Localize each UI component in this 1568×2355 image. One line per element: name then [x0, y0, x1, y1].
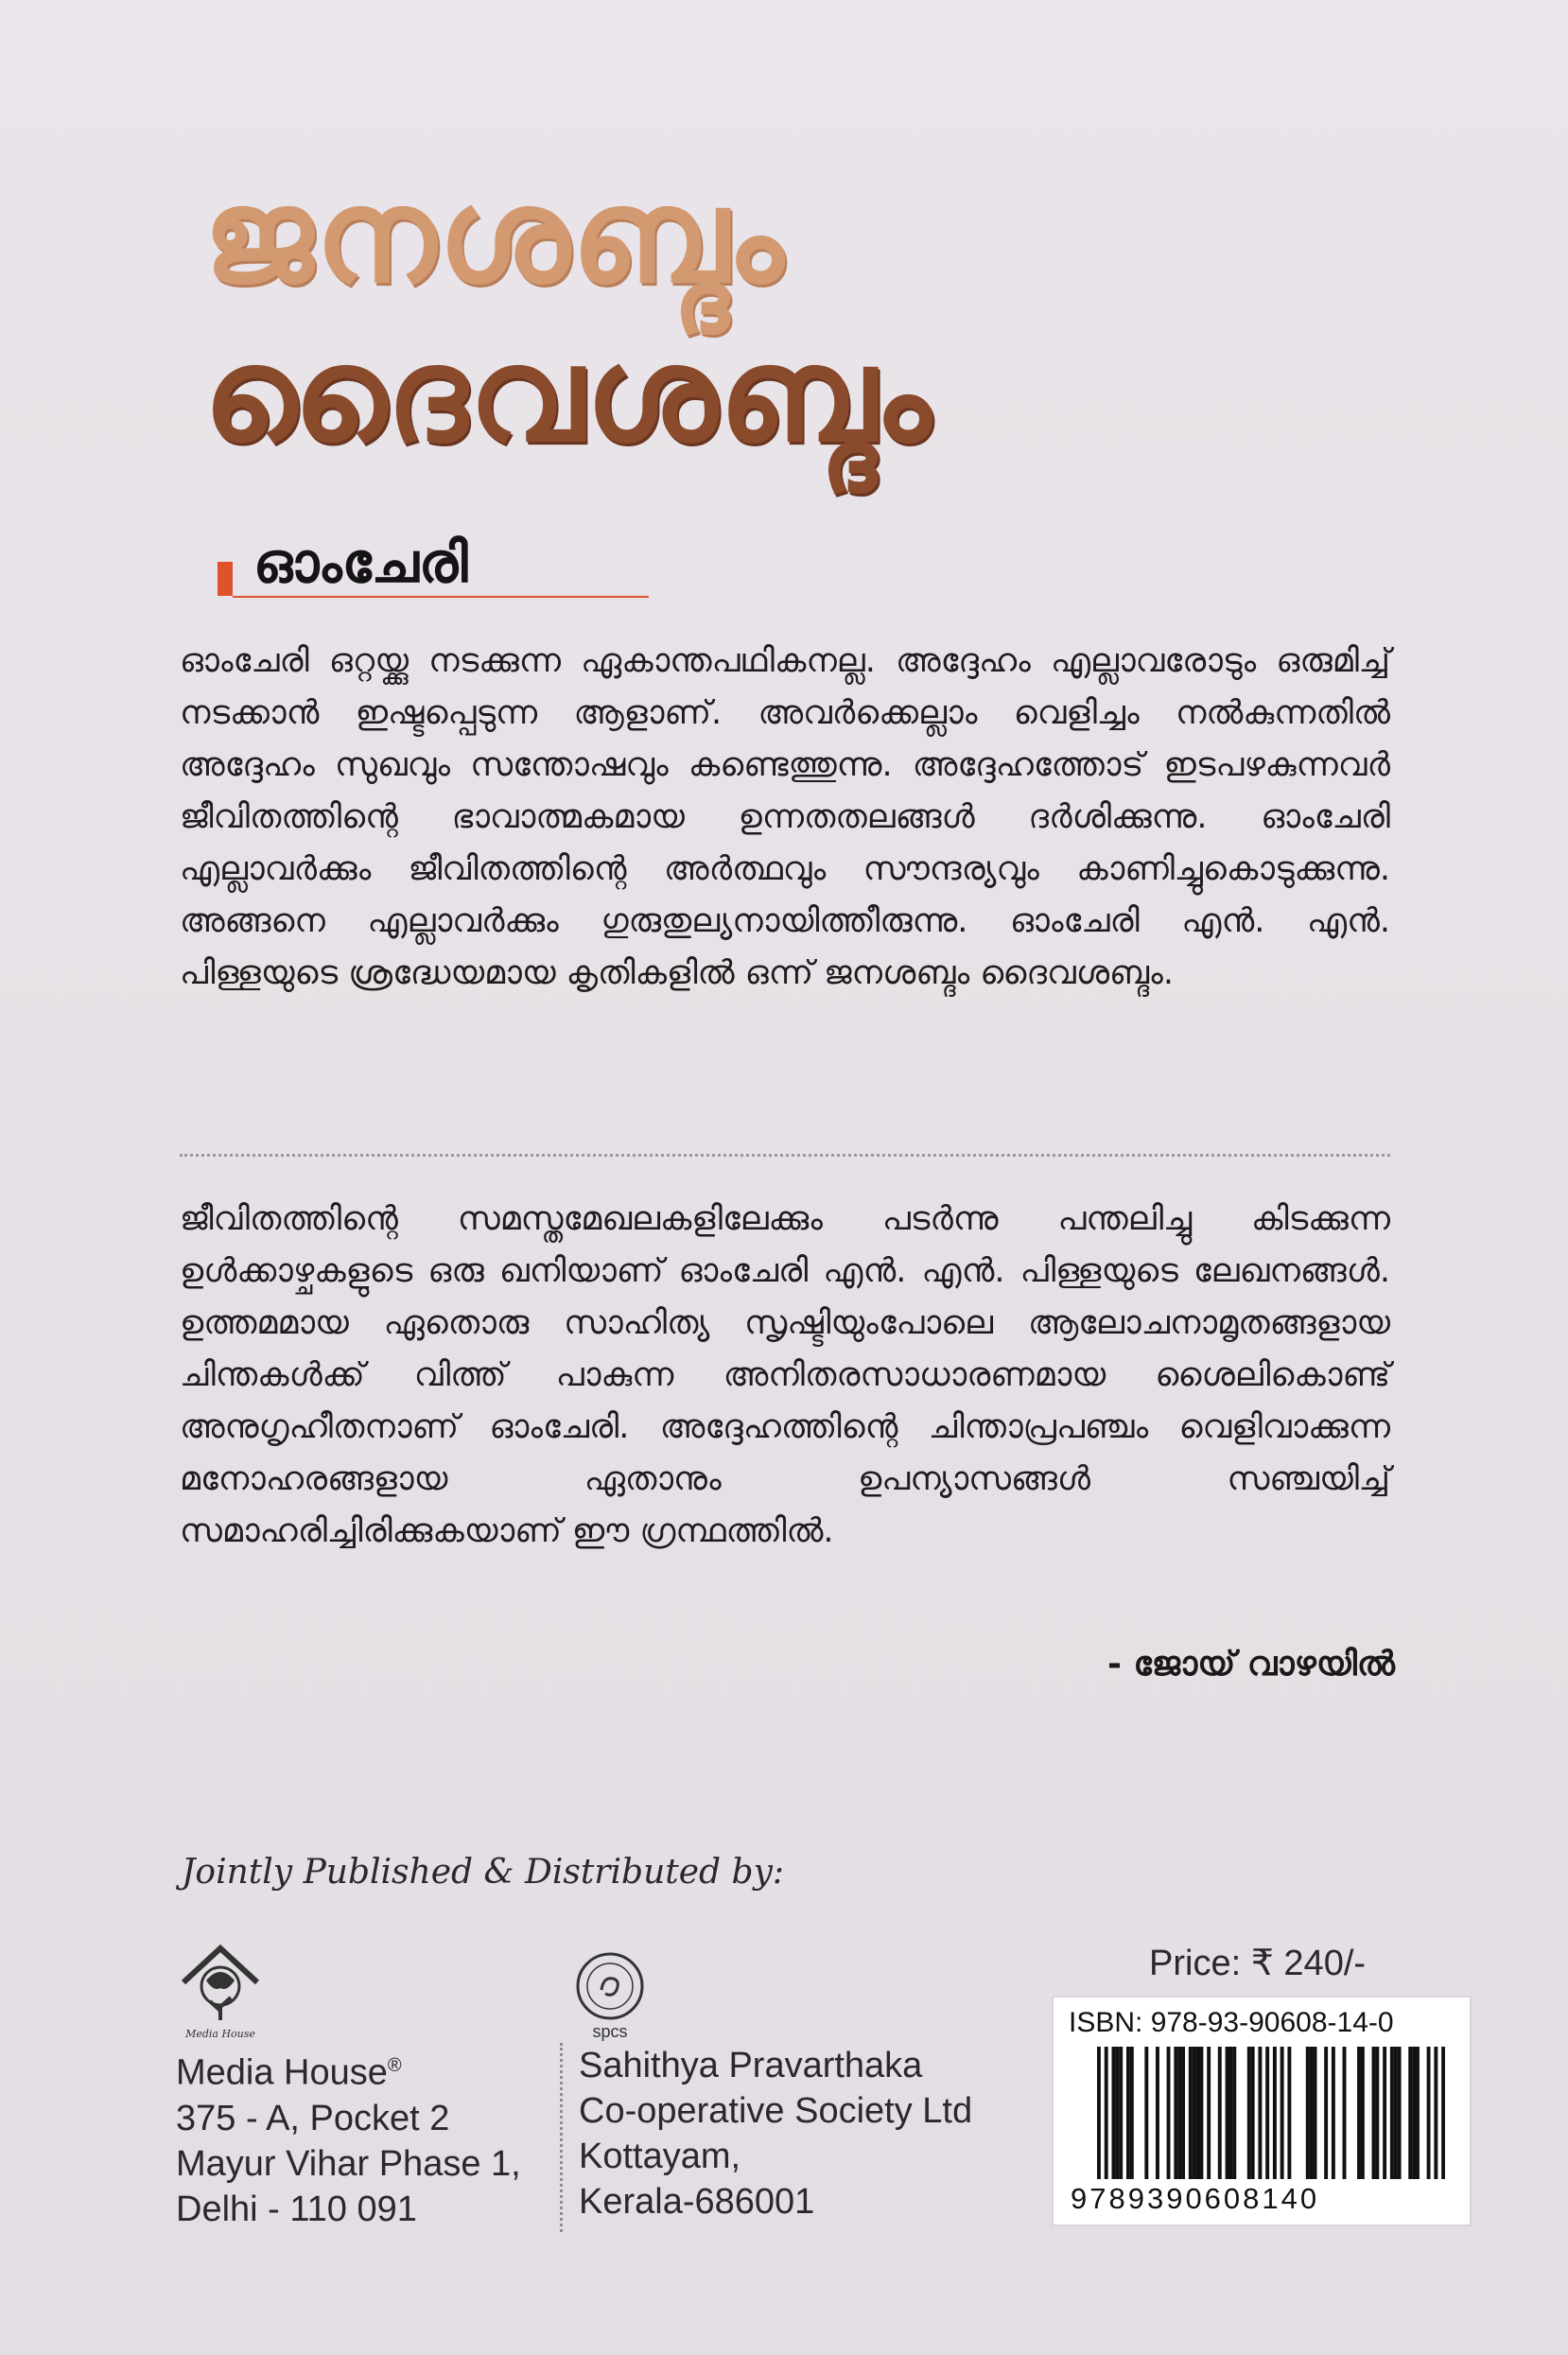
author-marker — [218, 562, 233, 596]
barcode-bar-26 — [1273, 2047, 1277, 2179]
author-heading — [218, 530, 671, 605]
barcode-bar-7 — [1144, 2047, 1148, 2179]
barcode-bar-12 — [1181, 2047, 1185, 2179]
house-tree-logo-icon — [178, 1939, 263, 2043]
barcode-bar-36 — [1361, 2047, 1365, 2179]
barcode-bar-34 — [1343, 2047, 1347, 2179]
barcode-bar-1 — [1105, 2047, 1108, 2179]
isbn-label: ISBN: 978-93-90608-14-0 — [1069, 2007, 1394, 2038]
publisher-left-address — [176, 2043, 521, 2232]
publisher-left-line-2: 375 - A, Pocket 2 — [176, 2098, 450, 2138]
publisher-left-name-line — [176, 2043, 521, 2096]
barcode-bar-44 — [1412, 2047, 1416, 2179]
book-title-line-1: ജനശബ്ദം — [203, 160, 786, 312]
blurb-paragraph-2: ജീവിതത്തിന്റെ സമസ്തമേഖലകളിലേക്കും പടർന്നു പന്തലിച്ചു കിടക്കുന്ന ഉൾക്കാഴ്ചകളുടെ ഒരു ഖനിയാണ് ഓംചേരി എൻ. എൻ. പിള്ളയുടെ ലേഖനങ്ങൾ. ഉത്തമമായ ഏതൊരു സാഹിത്യ സൃഷ്ടിയുംപോലെ ആലോചനാമൃതങ്ങളായ ചിന്തകൾക്ക് വിത്ത് പാകുന്ന അനിതരസാധാരണമായ ശൈലികൊണ്ട് അനുഗൃഹീതനാണ് ഓംചേരി. അദ്ദേഹത്തിന്റെ ചിന്താപ്രപഞ്ചം വെളിവാക്കുന്ന മനോഹരങ്ങളായ ഏതാനും ഉപന്യാസങ്ങൾ സഞ്ചയിച്ച് സമാഹരിച്ചിരിക്കുകയാണ് ഈ ഗ്രന്ഥത്തിൽ. — [180, 1200, 1390, 1550]
barcode-bar-0 — [1097, 2047, 1101, 2179]
address-divider — [560, 2043, 563, 2232]
barcode-bar-21 — [1232, 2047, 1236, 2179]
barcode-bar-3 — [1115, 2047, 1119, 2179]
author-name: ഓംചേരി — [253, 531, 468, 595]
barcode-bar-35 — [1357, 2047, 1361, 2179]
barcode-bar-29 — [1306, 2047, 1310, 2179]
publisher-left-name: Media House — [176, 2052, 388, 2093]
barcode-bar-24 — [1258, 2047, 1262, 2179]
barcode-bar-47 — [1434, 2047, 1437, 2179]
barcode-bar-15 — [1196, 2047, 1200, 2179]
barcode-bar-45 — [1416, 2047, 1420, 2179]
barcode — [1097, 2047, 1445, 2179]
publishers-heading: Jointly Published & Distributed by: — [182, 1853, 785, 1892]
barcode-bar-27 — [1281, 2047, 1284, 2179]
barcode-bar-16 — [1199, 2047, 1203, 2179]
barcode-bar-6 — [1130, 2047, 1134, 2179]
price-label: Price: ₹ 240/- — [1149, 1944, 1367, 1983]
publisher-right-line-3: Kottayam, — [579, 2137, 741, 2176]
barcode-bar-38 — [1375, 2047, 1379, 2179]
barcode-bar-4 — [1119, 2047, 1123, 2179]
barcode-bar-31 — [1314, 2047, 1317, 2179]
barcode-bar-18 — [1218, 2047, 1222, 2179]
blurb-signature: - ജോയ് വാഴയിൽ — [1107, 1645, 1395, 1683]
barcode-bar-46 — [1427, 2047, 1431, 2179]
media-house-logo-caption: Media House — [185, 2028, 255, 2040]
publisher-right-line-1: Sahithya Pravarthaka — [579, 2046, 923, 2085]
spcs-seal-logo-icon — [567, 1948, 653, 2043]
spcs-logo-caption: spcs — [592, 2022, 628, 2041]
barcode-bar-2 — [1111, 2047, 1115, 2179]
barcode-bar-30 — [1310, 2047, 1314, 2179]
dotted-divider — [180, 1154, 1390, 1157]
barcode-bar-5 — [1126, 2047, 1130, 2179]
registered-mark-icon: ® — [387, 2055, 402, 2076]
barcode-bar-9 — [1167, 2047, 1171, 2179]
barcode-bar-25 — [1265, 2047, 1269, 2179]
barcode-bar-19 — [1226, 2047, 1229, 2179]
barcode-bar-14 — [1193, 2047, 1196, 2179]
author-underline — [233, 596, 649, 598]
publisher-right-address — [579, 2043, 972, 2224]
barcode-bar-17 — [1207, 2047, 1211, 2179]
barcode-bar-32 — [1324, 2047, 1328, 2179]
barcode-bar-48 — [1441, 2047, 1445, 2179]
barcode-bar-40 — [1390, 2047, 1394, 2179]
book-title-line-2: ദൈവശബ്ദം — [203, 319, 933, 471]
barcode-bar-39 — [1383, 2047, 1386, 2179]
barcode-bar-43 — [1408, 2047, 1412, 2179]
publisher-left-line-3: Mayur Vihar Phase 1, — [176, 2143, 521, 2184]
blurb-paragraph-1: ഓംചേരി ഒറ്റയ്ക്കു നടക്കുന്ന ഏകാന്തപഥികനല്ല. അദ്ദേഹം എല്ലാവരോടും ഒരുമിച്ച് നടക്കാൻ ഇഷ്ടപ്പെടുന്ന ആളാണ്. അവർക്കെല്ലാം വെളിച്ചം നൽകുന്നതിൽ അദ്ദേഹം സുഖവും സന്തോഷവും കണ്ടെത്തുന്നു. അദ്ദേഹത്തോട് ഇടപഴകുന്നവർ ജീവിതത്തിന്റെ ഭാവാത്മകമായ ഉന്നതതലങ്ങൾ ദർശിക്കുന്നു. ഓംചേരി എല്ലാവർക്കും ജീവിതത്തിന്റെ അർത്ഥവും സൗന്ദര്യവും കാണിച്ചുകൊടുക്കുന്നു. അങ്ങനെ എല്ലാവർക്കും ഗുരുതുല്യനായിത്തീരുന്നു. ഓംചേരി എൻ. എൻ. പിള്ളയുടെ ശ്രദ്ധേയമായ കൃതികളിൽ ഒന്ന് ജനശബ്ദം ദൈവശബ്ദം. — [180, 642, 1390, 992]
barcode-bar-23 — [1251, 2047, 1255, 2179]
barcode-bar-8 — [1156, 2047, 1159, 2179]
barcode-bar-42 — [1398, 2047, 1402, 2179]
barcode-bar-13 — [1189, 2047, 1193, 2179]
publisher-right-line-4: Kerala-686001 — [579, 2182, 815, 2222]
publisher-left-line-4: Delhi - 110 091 — [176, 2189, 417, 2229]
barcode-bar-41 — [1394, 2047, 1398, 2179]
barcode-bar-28 — [1287, 2047, 1291, 2179]
barcode-bar-20 — [1228, 2047, 1232, 2179]
barcode-bar-11 — [1177, 2047, 1181, 2179]
barcode-bar-37 — [1372, 2047, 1376, 2179]
barcode-digits: 9789390608140 — [1071, 2182, 1320, 2215]
barcode-bar-10 — [1174, 2047, 1177, 2179]
barcode-bar-33 — [1332, 2047, 1335, 2179]
barcode-bar-22 — [1247, 2047, 1251, 2179]
publisher-right-line-2: Co-operative Society Ltd — [579, 2091, 973, 2131]
isbn-barcode-box — [1052, 1996, 1472, 2226]
